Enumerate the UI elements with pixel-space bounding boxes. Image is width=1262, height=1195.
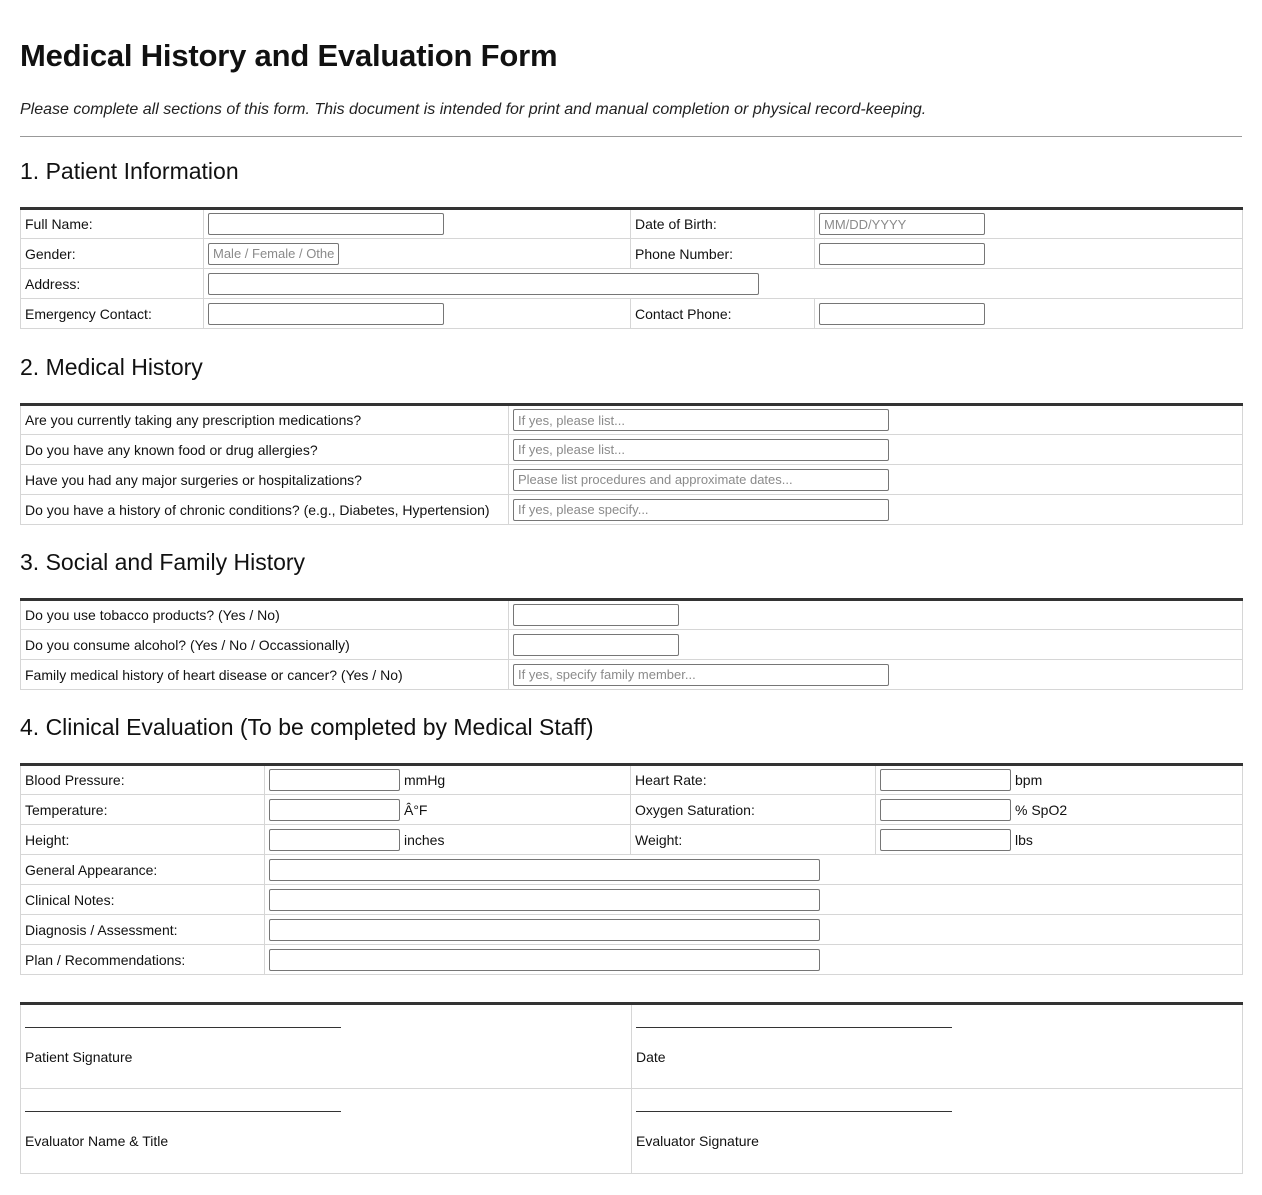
oxygen-saturation-label: Oxygen Saturation: bbox=[631, 795, 876, 825]
general-appearance-label: General Appearance: bbox=[21, 855, 265, 885]
divider bbox=[20, 136, 1242, 137]
tobacco-input[interactable] bbox=[513, 604, 679, 626]
heart-rate-unit: bpm bbox=[1015, 772, 1043, 788]
patient-signature-cell[interactable] bbox=[21, 1004, 632, 1089]
blood-pressure-input[interactable] bbox=[269, 769, 400, 791]
alcohol-input[interactable] bbox=[513, 634, 679, 656]
full-name-label: Full Name: bbox=[21, 209, 204, 239]
evaluator-signature-label: Evaluator Signature bbox=[636, 1133, 759, 1149]
evaluator-signature-cell[interactable] bbox=[632, 1089, 1243, 1174]
heart-rate-input[interactable] bbox=[880, 769, 1011, 791]
weight-input[interactable] bbox=[880, 829, 1011, 851]
allergies-input[interactable] bbox=[513, 439, 889, 461]
section-heading-clinical: 4. Clinical Evaluation (To be completed by Medical Staff) bbox=[20, 714, 594, 740]
table-row bbox=[21, 299, 1243, 329]
table-row bbox=[21, 945, 1243, 975]
surgeries-question: Have you had any major surgeries or hospitalizations? bbox=[21, 465, 509, 495]
medications-question: Are you currently taking any prescription medications? bbox=[21, 405, 509, 435]
table-row bbox=[21, 209, 1243, 239]
table-row bbox=[21, 630, 1243, 660]
family-history-input[interactable] bbox=[513, 664, 889, 686]
address-label: Address: bbox=[21, 269, 204, 299]
gender-label: Gender: bbox=[21, 239, 204, 269]
family-history-question: Family medical history of heart disease or cancer? (Yes / No) bbox=[21, 660, 509, 690]
weight-label: Weight: bbox=[631, 825, 876, 855]
temperature-unit: Â°F bbox=[404, 801, 428, 818]
medical-history-table bbox=[20, 403, 1243, 525]
height-input[interactable] bbox=[269, 829, 400, 851]
contact-phone-label: Contact Phone: bbox=[631, 299, 815, 329]
clinical-evaluation-table bbox=[20, 763, 1243, 975]
date-signature-line bbox=[636, 1027, 952, 1028]
chronic-conditions-input[interactable] bbox=[513, 499, 889, 521]
table-row bbox=[21, 1004, 1243, 1089]
height-label: Height: bbox=[21, 825, 265, 855]
signature-table bbox=[20, 1002, 1243, 1174]
evaluator-name-cell[interactable] bbox=[21, 1089, 632, 1174]
medications-input[interactable] bbox=[513, 409, 889, 431]
alcohol-question: Do you consume alcohol? (Yes / No / Occassionally) bbox=[21, 630, 509, 660]
diagnosis-label: Diagnosis / Assessment: bbox=[21, 915, 265, 945]
page-title: Medical History and Evaluation Form bbox=[20, 38, 558, 73]
table-row bbox=[21, 795, 1243, 825]
temperature-input[interactable] bbox=[269, 799, 400, 821]
address-input[interactable] bbox=[208, 273, 759, 295]
patient-signature-line bbox=[25, 1027, 341, 1028]
dob-label: Date of Birth: bbox=[631, 209, 815, 239]
table-row bbox=[21, 660, 1243, 690]
oxygen-saturation-input[interactable] bbox=[880, 799, 1011, 821]
tobacco-question: Do you use tobacco products? (Yes / No) bbox=[21, 600, 509, 630]
weight-unit: lbs bbox=[1015, 831, 1033, 848]
plan-label: Plan / Recommendations: bbox=[21, 945, 265, 975]
table-row bbox=[21, 915, 1243, 945]
diagnosis-input[interactable] bbox=[269, 919, 820, 941]
evaluator-name-line bbox=[25, 1111, 341, 1112]
clinical-notes-label: Clinical Notes: bbox=[21, 885, 265, 915]
section-heading-social: 3. Social and Family History bbox=[20, 549, 306, 575]
height-unit: inches bbox=[404, 831, 445, 848]
phone-input[interactable] bbox=[819, 243, 985, 265]
table-row bbox=[21, 405, 1243, 435]
intro-text: Please complete all sections of this form. This document is intended for print and manual completion or physical record-keeping. bbox=[20, 101, 927, 118]
table-row bbox=[21, 465, 1243, 495]
table-row bbox=[21, 825, 1243, 855]
table-row bbox=[21, 435, 1243, 465]
temperature-label: Temperature: bbox=[21, 795, 265, 825]
full-name-input[interactable] bbox=[208, 213, 444, 235]
table-row bbox=[21, 885, 1243, 915]
clinical-notes-input[interactable] bbox=[269, 889, 820, 911]
patient-signature-label: Patient Signature bbox=[25, 1049, 133, 1065]
evaluator-signature-line bbox=[636, 1111, 952, 1112]
table-row bbox=[21, 239, 1243, 269]
emergency-contact-label: Emergency Contact: bbox=[21, 299, 204, 329]
table-row bbox=[21, 600, 1243, 630]
section-heading-patient: 1. Patient Information bbox=[20, 158, 239, 184]
blood-pressure-unit: mmHg bbox=[404, 772, 446, 788]
allergies-question: Do you have any known food or drug allergies? bbox=[21, 435, 509, 465]
date-signature-cell[interactable] bbox=[632, 1004, 1243, 1089]
oxygen-saturation-unit: % SpO2 bbox=[1015, 801, 1068, 818]
table-row bbox=[21, 765, 1243, 795]
table-row bbox=[21, 495, 1243, 525]
date-signature-label: Date bbox=[636, 1049, 666, 1065]
dob-input[interactable] bbox=[819, 213, 985, 235]
heart-rate-label: Heart Rate: bbox=[631, 765, 876, 795]
contact-phone-input[interactable] bbox=[819, 303, 985, 325]
patient-info-table bbox=[20, 207, 1243, 329]
evaluator-name-label: Evaluator Name & Title bbox=[25, 1133, 169, 1149]
general-appearance-input[interactable] bbox=[269, 859, 820, 881]
gender-input[interactable] bbox=[208, 243, 339, 265]
table-row bbox=[21, 855, 1243, 885]
section-heading-medical: 2. Medical History bbox=[20, 354, 203, 380]
plan-input[interactable] bbox=[269, 949, 820, 971]
emergency-contact-input[interactable] bbox=[208, 303, 444, 325]
chronic-conditions-question: Do you have a history of chronic conditions? (e.g., Diabetes, Hypertension) bbox=[21, 495, 509, 525]
table-row bbox=[21, 1089, 1243, 1174]
blood-pressure-label: Blood Pressure: bbox=[21, 765, 265, 795]
table-row bbox=[21, 269, 1243, 299]
social-history-table bbox=[20, 598, 1243, 690]
surgeries-input[interactable] bbox=[513, 469, 889, 491]
phone-label: Phone Number: bbox=[631, 239, 815, 269]
